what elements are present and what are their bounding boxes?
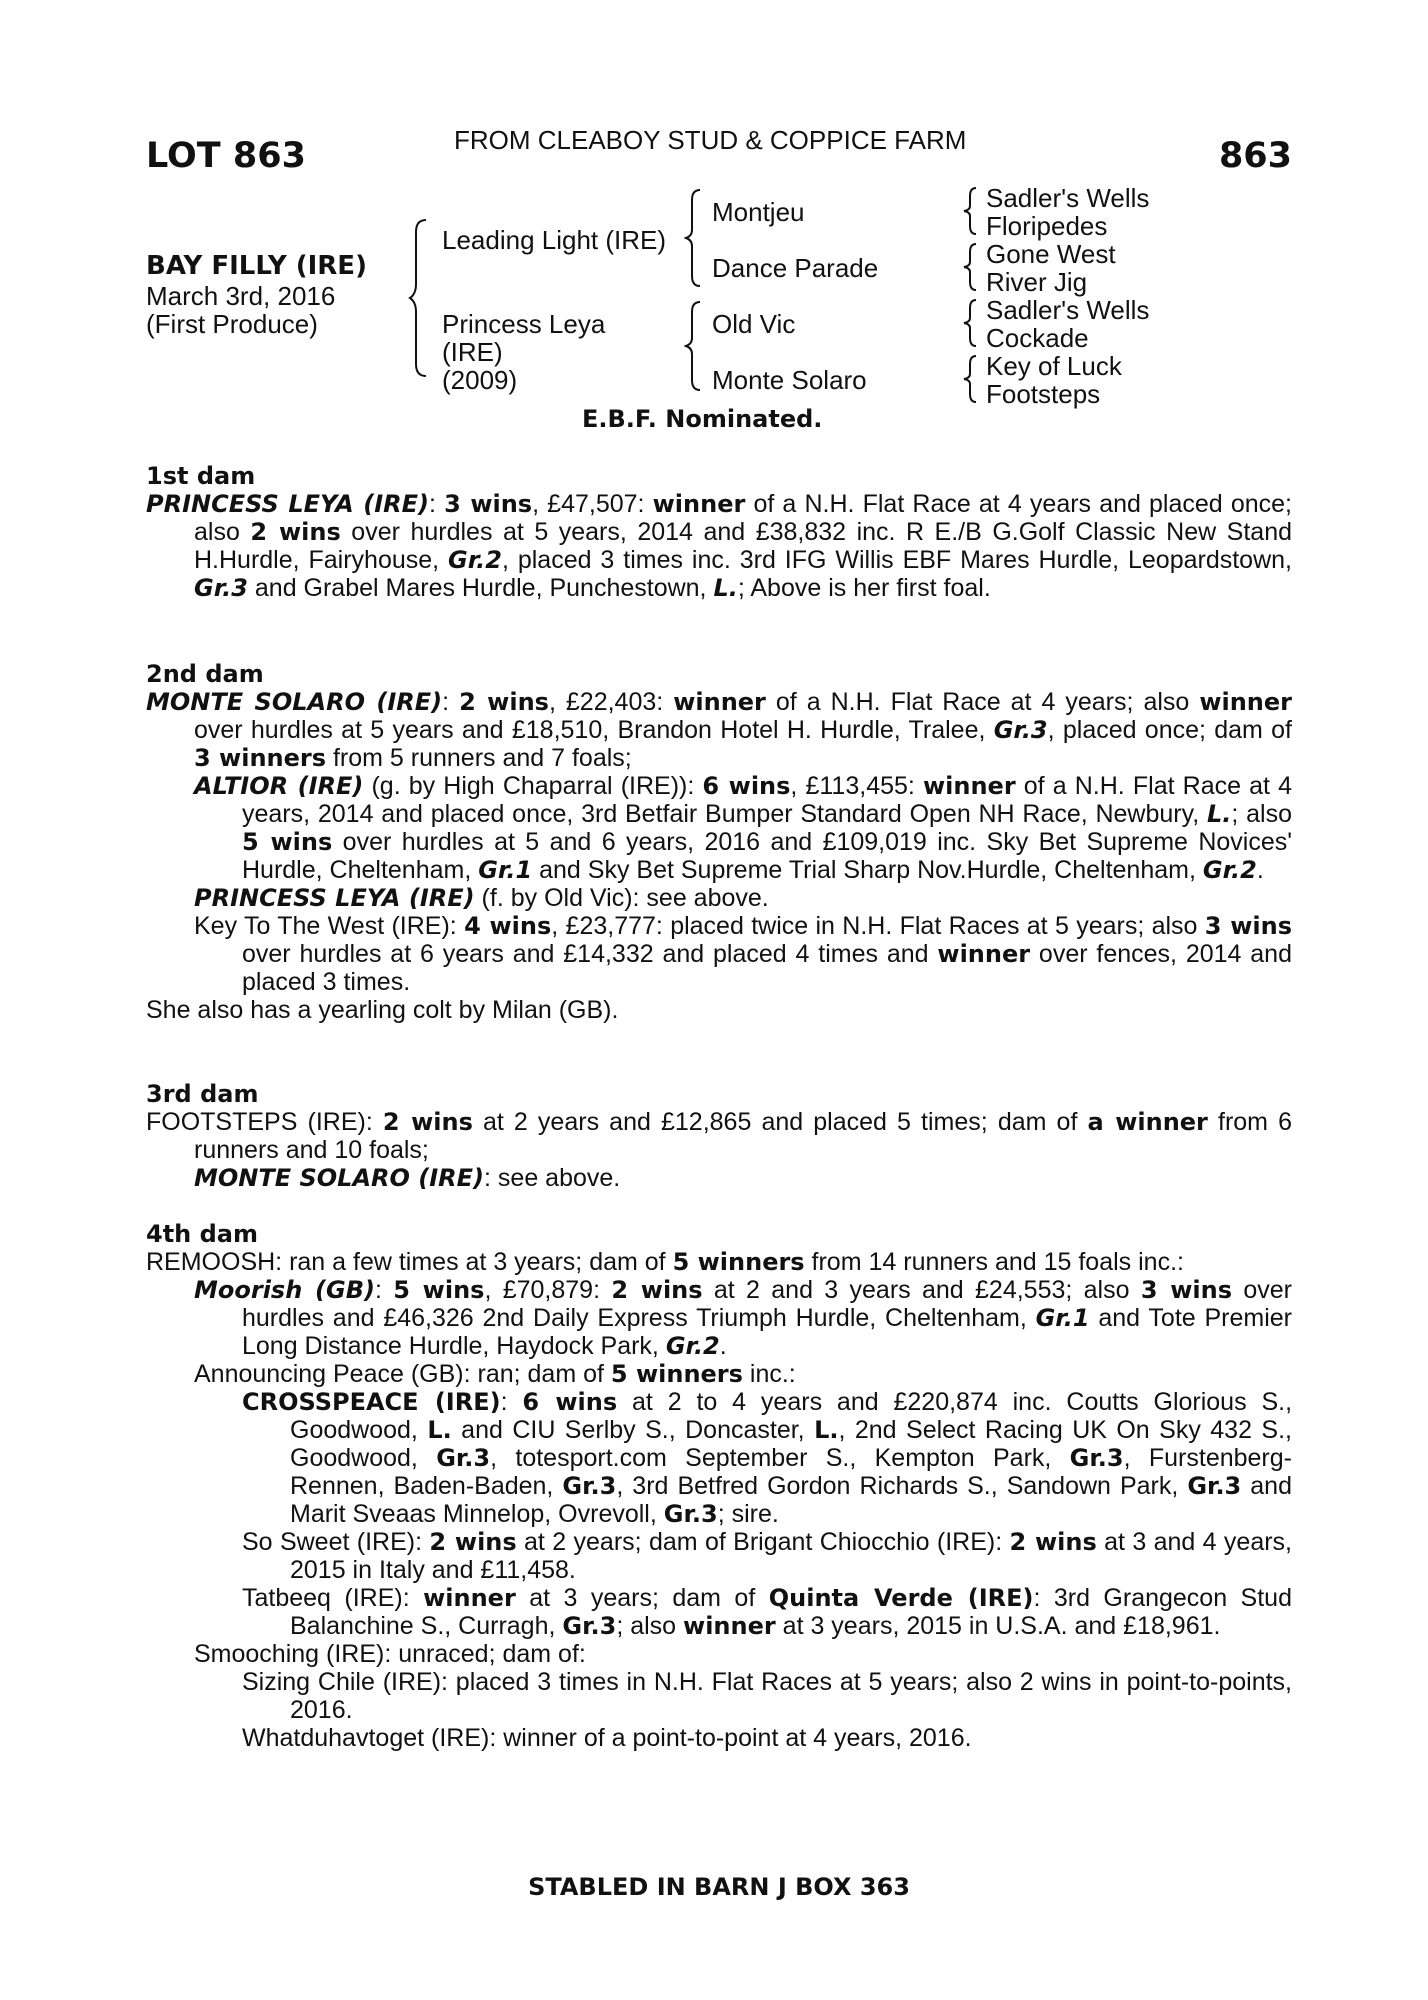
pedigree-brace-g1 — [962, 186, 980, 236]
produce-moorish: Moorish (GB): 5 wins, £70,879: 2 wins at 2 and 3 years and £24,553; also 3 wins over hurdles and £46,326 2nd Daily Express Triumph Hurdle, Cheltenham, Gr.1 and Tote Premier Long Distance Hurdle, Haydock Park, Gr.2. — [194, 1276, 1292, 1360]
produce-tatbeeq: Tatbeeq (IRE): winner at 3 years; dam of Quinta Verde (IRE): 3rd Grangecon Stud Balanchine S., Curragh, Gr.3; also winner at 3 years, 2015 in U.S.A. and £18,961. — [242, 1584, 1292, 1640]
section-heading: 4th dam — [146, 1220, 258, 1248]
pedigree-g7: Key of Luck — [986, 351, 1122, 381]
produce-name: MONTE SOLARO (IRE) — [194, 1164, 485, 1192]
pedigree-g5: Sadler's Wells — [986, 295, 1150, 325]
pedigree-brace-g4 — [962, 354, 980, 404]
dam-name: PRINCESS LEYA (IRE) — [146, 490, 429, 518]
pedigree-dam-dam: Monte Solaro — [712, 365, 867, 395]
produce-whatduhavtoget: Whatduhavtoget (IRE): winner of a point-to-point at 4 years, 2016. — [242, 1724, 972, 1752]
horse-name: BAY FILLY (IRE) — [146, 251, 367, 281]
produce-announcing-peace: Announcing Peace (GB): ran; dam of 5 winners inc.: — [194, 1360, 796, 1388]
pedigree-brace-g2 — [962, 242, 980, 292]
pedigree-g1: Sadler's Wells — [986, 183, 1150, 213]
pedigree-g3: Gone West — [986, 239, 1116, 269]
pedigree-brace-dam — [684, 300, 704, 392]
pedigree-dam-line2: (IRE) — [442, 337, 503, 367]
pedigree-brace-sire — [684, 188, 704, 288]
horse-note: (First Produce) — [146, 309, 318, 339]
pedigree-g8: Footsteps — [986, 379, 1101, 409]
pedigree-sire-dam: Dance Parade — [712, 253, 879, 283]
second-dam-text: MONTE SOLARO (IRE): 2 wins, £22,403: winner of a N.H. Flat Race at 4 years; also winner over hurdles at 5 years and £18,510, Brandon Hotel H. Hurdle, Tralee, Gr.3, placed once; dam of 3 winners from 5 runners and 7 foals; — [146, 688, 1292, 772]
catalogue-page — [146, 0, 1292, 2000]
produce-name: CROSSPEACE (IRE) — [242, 1388, 501, 1416]
produce-princess-leya: PRINCESS LEYA (IRE) (f. by Old Vic): see above. — [194, 884, 769, 912]
ebf-nomination: E.B.F. Nominated. — [582, 405, 823, 433]
yearling-note: She also has a yearling colt by Milan (GB). — [146, 996, 619, 1024]
vendor-line: FROM CLEABOY STUD & COPPICE FARM — [454, 125, 967, 155]
produce-name: ALTIOR (IRE) — [194, 772, 364, 800]
pedigree-dam-line3: (2009) — [442, 365, 518, 395]
section-heading: 3rd dam — [146, 1080, 259, 1108]
horse-foaled: March 3rd, 2016 — [146, 281, 336, 311]
pedigree-dam-sire: Old Vic — [712, 309, 796, 339]
section-heading: 1st dam — [146, 462, 256, 490]
pedigree-brace-g3 — [962, 298, 980, 348]
pedigree-sire: Leading Light (IRE) — [442, 225, 667, 255]
pedigree-g2: Floripedes — [986, 211, 1108, 241]
fourth-dam-section — [146, 1220, 1292, 1752]
fourth-dam-text: REMOOSH: ran a few times at 3 years; dam of 5 winners from 14 runners and 15 foals inc.: — [146, 1248, 1184, 1276]
third-dam-text: FOOTSTEPS (IRE): 2 wins at 2 years and £12,865 and placed 5 times; dam of a winner from 6 runners and 10 foals; — [146, 1108, 1292, 1164]
pedigree-sire-sire: Montjeu — [712, 197, 805, 227]
section-heading: 2nd dam — [146, 660, 264, 688]
produce-sizing-chile: Sizing Chile (IRE): placed 3 times in N.H. Flat Races at 5 years; also 2 wins in point-to-points, 2016. — [242, 1668, 1292, 1724]
stabling-info: STABLED IN BARN J BOX 363 — [528, 1873, 910, 1901]
first-dam-section — [146, 462, 1292, 602]
produce-so-sweet: So Sweet (IRE): 2 wins at 2 years; dam of Brigant Chiocchio (IRE): 2 wins at 3 and 4 years, 2015 in Italy and £11,458. — [242, 1528, 1293, 1584]
produce-altior: ALTIOR (IRE) (g. by High Chaparral (IRE)): 6 wins, £113,455: winner of a N.H. Flat Race at 4 years, 2014 and placed once, 3rd Betfair Bumper Standard Open NH Race, Newbury, L.; also 5 wins over hurdles at 5 and 6 years, 2016 and £109,019 inc. Sky Bet Supreme Novices' Hurdle, Cheltenham, Gr.1 and Sky Bet Supreme Trial Sharp Nov.Hurdle, Cheltenham, Gr.2. — [194, 772, 1293, 884]
produce-crosspeace: CROSSPEACE (IRE): 6 wins at 2 to 4 years and £220,874 inc. Coutts Glorious S., Goodwood, L. and CIU Serlby S., Doncaster, L., 2nd Select Racing UK On Sky 432 S., Goodwood, Gr.3, totesport.com September S., Kempton Park, Gr.3, Furstenberg-Rennen, Baden-Baden, Gr.3, 3rd Betfred Gordon Richards S., Sandown Park, Gr.3 and Marit Sveaas Minnelop, Ovrevoll, Gr.3; sire. — [242, 1388, 1293, 1528]
lot-label: LOT 863 — [146, 136, 306, 176]
pedigree-dam-line1: Princess Leya — [442, 309, 606, 339]
lot-number: 863 — [1218, 136, 1292, 176]
produce-smooching: Smooching (IRE): unraced; dam of: — [194, 1640, 586, 1668]
second-dam-section — [146, 660, 1292, 1024]
produce-name: Moorish (GB) — [194, 1276, 375, 1304]
pedigree-brace-main — [408, 218, 430, 378]
produce-name: PRINCESS LEYA (IRE) — [194, 884, 475, 912]
produce-monte-solaro: MONTE SOLARO (IRE): see above. — [194, 1164, 621, 1192]
dam-name: MONTE SOLARO (IRE) — [146, 688, 443, 716]
third-dam-section — [146, 1080, 1292, 1192]
pedigree-g6: Cockade — [986, 323, 1089, 353]
produce-key-to-the-west: Key To The West (IRE): 4 wins, £23,777: placed twice in N.H. Flat Races at 5 years; also 3 wins over hurdles at 6 years and £14,332 and placed 4 times and winner over fences, 2014 and placed 3 times. — [194, 912, 1293, 996]
pedigree-g4: River Jig — [986, 267, 1088, 297]
first-dam-text: PRINCESS LEYA (IRE): 3 wins, £47,507: winner of a N.H. Flat Race at 4 years and placed once; also 2 wins over hurdles at 5 years, 2014 and £38,832 inc. R E./B G.Golf Classic New Stand H.Hurdle, Fairyhouse, Gr.2, placed 3 times inc. 3rd IFG Willis EBF Mares Hurdle, Leopardstown, Gr.3 and Grabel Mares Hurdle, Punchestown, L.; Above is her first foal. — [146, 490, 1293, 602]
